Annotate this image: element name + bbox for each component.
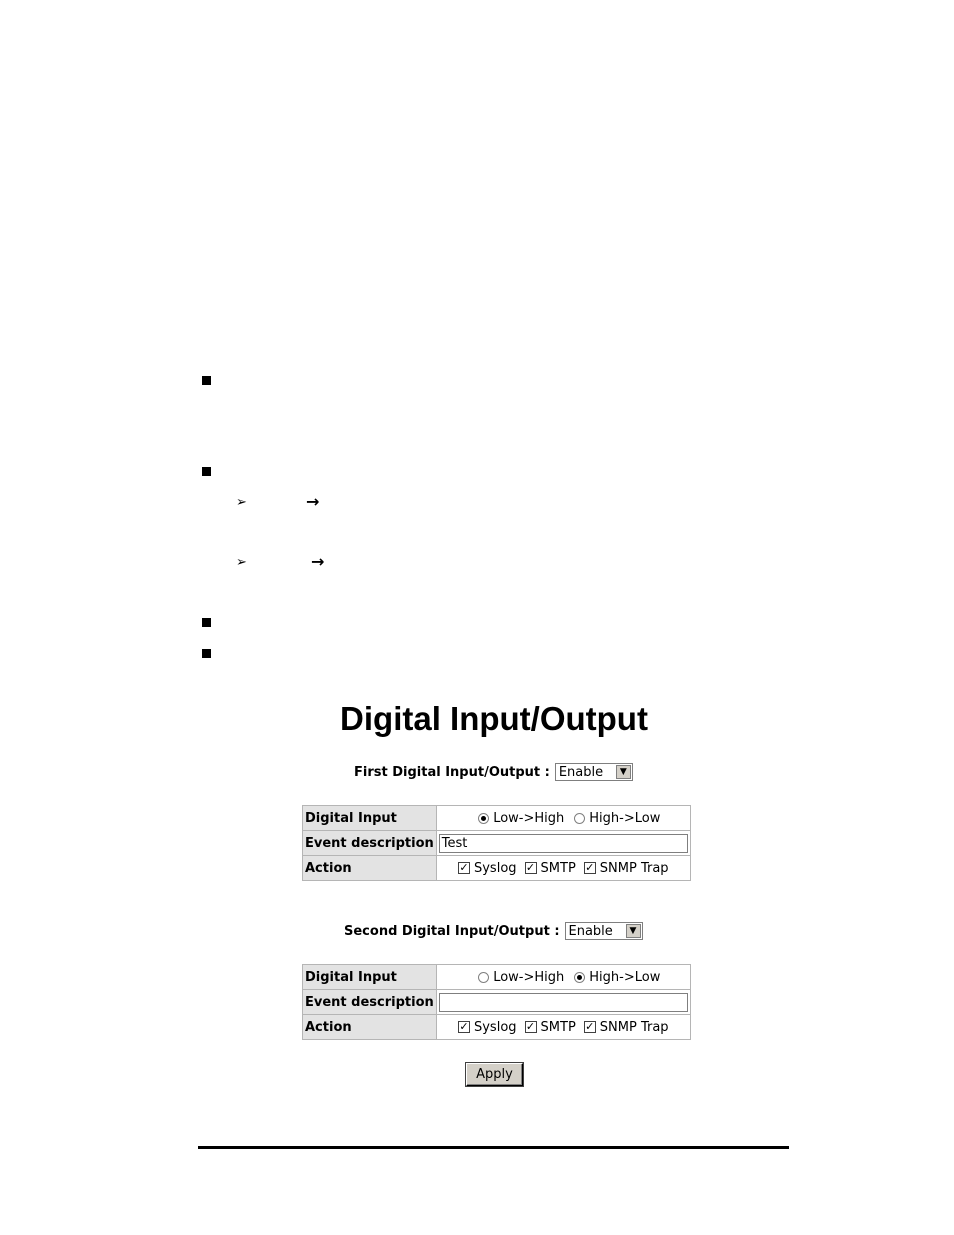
action-label: Action: [303, 1015, 437, 1040]
checkbox-checked-icon[interactable]: ✓: [459, 861, 469, 874]
smtp-label: SMTP: [540, 860, 576, 876]
snmp-trap-label: SNMP Trap: [599, 860, 669, 876]
second-io-table: [302, 964, 691, 1040]
radio-low-high[interactable]: [478, 970, 564, 985]
checkbox-checked-icon[interactable]: ✓: [585, 1020, 595, 1033]
radio-high-low[interactable]: [574, 970, 660, 985]
radio-label-high-low: High->Low: [589, 969, 661, 985]
first-io-label: First Digital Input/Output :: [354, 764, 550, 780]
first-io-select-row: [354, 763, 633, 781]
square-bullet-icon: [202, 376, 211, 385]
table-row: [303, 965, 691, 990]
table-row: [303, 806, 691, 831]
apply-button[interactable]: Apply: [466, 1063, 523, 1086]
second-io-label: Second Digital Input/Output :: [344, 923, 560, 939]
event-description-label: Event description: [303, 990, 437, 1015]
radio-low-high[interactable]: [478, 811, 564, 826]
syslog-label: Syslog: [473, 1019, 517, 1035]
radio-label-low-high: Low->High: [493, 969, 565, 985]
chevron-down-icon[interactable]: ▼: [616, 765, 631, 779]
event-description-input[interactable]: [439, 993, 688, 1012]
checkbox-checked-icon[interactable]: ✓: [459, 1020, 469, 1033]
checkbox-checked-icon[interactable]: ✓: [525, 861, 536, 874]
event-description-input[interactable]: Test: [439, 834, 688, 853]
radio-selected-icon[interactable]: [574, 972, 585, 983]
digital-input-label: Digital Input: [303, 806, 437, 831]
syslog-label: Syslog: [473, 860, 517, 876]
first-io-select[interactable]: [555, 763, 633, 781]
snmp-trap-label: SNMP Trap: [599, 1019, 669, 1035]
radio-high-low[interactable]: [574, 811, 660, 826]
snmp-trap-checkbox[interactable]: [584, 1020, 669, 1035]
chevron-down-icon[interactable]: ▼: [626, 924, 641, 938]
smtp-checkbox[interactable]: [525, 1020, 576, 1035]
radio-unselected-icon[interactable]: [478, 972, 489, 983]
square-bullet-icon: [202, 467, 211, 476]
checkbox-checked-icon[interactable]: ✓: [585, 861, 595, 874]
radio-label-low-high: Low->High: [493, 810, 565, 826]
square-bullet-icon: [202, 649, 211, 658]
second-io-select[interactable]: [565, 922, 643, 940]
page-title: Digital Input/Output: [340, 700, 648, 737]
right-arrow-icon: →: [306, 492, 320, 511]
event-description-label: Event description: [303, 831, 437, 856]
table-row: [303, 990, 691, 1015]
syslog-checkbox[interactable]: [458, 1020, 517, 1035]
radio-unselected-icon[interactable]: [574, 813, 585, 824]
footer-divider: [198, 1146, 789, 1149]
table-row: [303, 1015, 691, 1040]
table-row: [303, 831, 691, 856]
snmp-trap-checkbox[interactable]: [584, 861, 669, 876]
second-io-select-value: Enable: [568, 923, 613, 939]
table-row: [303, 856, 691, 881]
action-label: Action: [303, 856, 437, 881]
smtp-label: SMTP: [540, 1019, 576, 1035]
second-io-select-row: [344, 922, 643, 940]
radio-selected-icon[interactable]: [478, 813, 489, 824]
smtp-checkbox[interactable]: [525, 861, 576, 876]
first-io-table: [302, 805, 691, 881]
arrowhead-bullet-icon: ➢: [236, 555, 247, 570]
syslog-checkbox[interactable]: [458, 861, 517, 876]
arrowhead-bullet-icon: ➢: [236, 495, 247, 510]
first-io-select-value: Enable: [558, 764, 604, 780]
digital-input-label: Digital Input: [303, 965, 437, 990]
radio-label-high-low: High->Low: [589, 810, 661, 826]
right-arrow-icon: →: [311, 552, 325, 571]
square-bullet-icon: [202, 618, 211, 627]
checkbox-checked-icon[interactable]: ✓: [525, 1020, 536, 1033]
